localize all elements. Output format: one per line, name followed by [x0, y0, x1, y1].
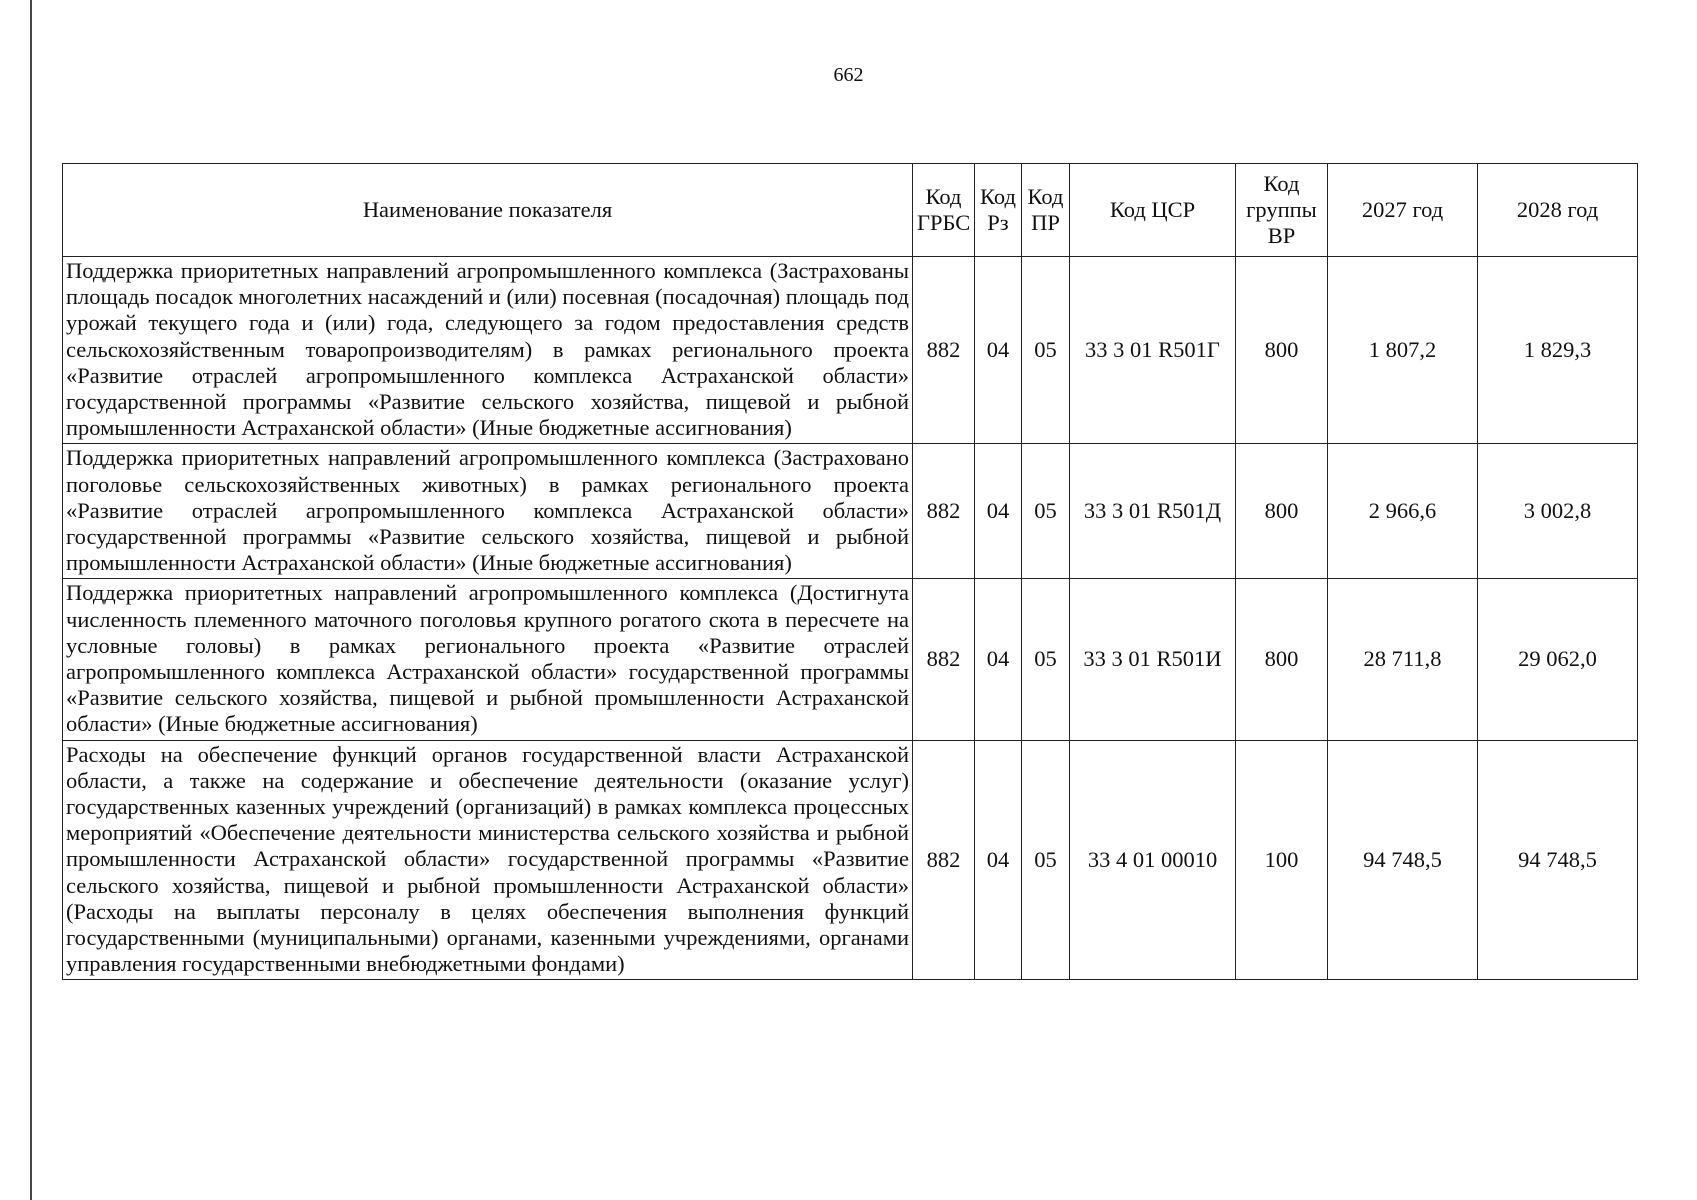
row-2027: 1 807,2: [1328, 257, 1478, 444]
row-grbs: 882: [913, 579, 975, 740]
row-name: Поддержка приоритетных направлений агропромышленного комплекса (Застраховано поголовье сельскохозяйственных животных) в рамках регионального проекта «Развитие отраслей агропромышленного комплекса Астраханской области» государственной программы «Развитие сельского хозяйства, пищевой и рыбной промышленности Астраханской области» (Иные бюджетные ассигнования): [63, 444, 913, 579]
row-vr: 800: [1236, 444, 1328, 579]
row-csr: 33 4 01 00010: [1070, 740, 1236, 980]
row-name: Расходы на обеспечение функций органов государственной власти Астраханской области, а также на содержание и обеспечение деятельности (оказание услуг) государственных казенных учреждений (организаций) в рамках комплекса процессных мероприятий «Обеспечение деятельности министерства сельского хозяйства и рыбной промышленности Астраханской области» государственной программы «Развитие сельского хозяйства, пищевой и рыбной промышленности Астраханской области» (Расходы на выплаты персоналу в целях обеспечения выполнения функций государственными (муниципальными) органами, казенными учреждениями, органами управления государственными внебюджетными фондами): [63, 740, 913, 980]
row-csr: 33 3 01 R501Г: [1070, 257, 1236, 444]
row-pr: 05: [1022, 579, 1070, 740]
table-header-row: [63, 164, 1638, 257]
row-csr: 33 3 01 R501И: [1070, 579, 1236, 740]
left-margin-rule: [30, 0, 32, 1200]
row-2027: 28 711,8: [1328, 579, 1478, 740]
header-2028: 2028 год: [1478, 164, 1638, 257]
table-row: [63, 579, 1638, 740]
row-2028: 3 002,8: [1478, 444, 1638, 579]
header-vr: Код группы ВР: [1236, 164, 1328, 257]
row-grbs: 882: [913, 444, 975, 579]
header-rz: Код Рз: [975, 164, 1022, 257]
row-pr: 05: [1022, 740, 1070, 980]
row-rz: 04: [975, 444, 1022, 579]
header-csr: Код ЦСР: [1070, 164, 1236, 257]
row-pr: 05: [1022, 257, 1070, 444]
row-vr: 800: [1236, 257, 1328, 444]
row-csr: 33 3 01 R501Д: [1070, 444, 1236, 579]
row-pr: 05: [1022, 444, 1070, 579]
row-name: Поддержка приоритетных направлений агропромышленного комплекса (Достигнута численность племенного маточного поголовья крупного рогатого скота в пересчете на условные головы) в рамках регионального проекта «Развитие отраслей агропромышленного комплекса Астраханской области» государственной программы «Развитие сельского хозяйства, пищевой и рыбной промышленности Астраханской области» (Иные бюджетные ассигнования): [63, 579, 913, 740]
header-pr: Код ПР: [1022, 164, 1070, 257]
row-grbs: 882: [913, 257, 975, 444]
row-vr: 800: [1236, 579, 1328, 740]
row-vr: 100: [1236, 740, 1328, 980]
page-number: 662: [833, 64, 864, 86]
row-grbs: 882: [913, 740, 975, 980]
row-2028: 29 062,0: [1478, 579, 1638, 740]
budget-table: [62, 163, 1638, 980]
table-row: [63, 740, 1638, 980]
header-name: Наименование показателя: [63, 164, 913, 257]
table-row: [63, 257, 1638, 444]
header-2027: 2027 год: [1328, 164, 1478, 257]
row-2028: 1 829,3: [1478, 257, 1638, 444]
table-row: [63, 444, 1638, 579]
row-rz: 04: [975, 257, 1022, 444]
row-2028: 94 748,5: [1478, 740, 1638, 980]
row-2027: 2 966,6: [1328, 444, 1478, 579]
row-rz: 04: [975, 740, 1022, 980]
row-rz: 04: [975, 579, 1022, 740]
header-grbs: Код ГРБС: [913, 164, 975, 257]
row-2027: 94 748,5: [1328, 740, 1478, 980]
row-name: Поддержка приоритетных направлений агропромышленного комплекса (Застрахованы площадь посадок многолетних насаждений и (или) посевная (посадочная) площадь под урожай текущего года и (или) года, следующего за годом предоставления средств сельскохозяйственным товаропроизводителям) в рамках регионального проекта «Развитие отраслей агропромышленного комплекса Астраханской области» государственной программы «Развитие сельского хозяйства, пищевой и рыбной промышленности Астраханской области» (Иные бюджетные ассигнования): [63, 257, 913, 444]
